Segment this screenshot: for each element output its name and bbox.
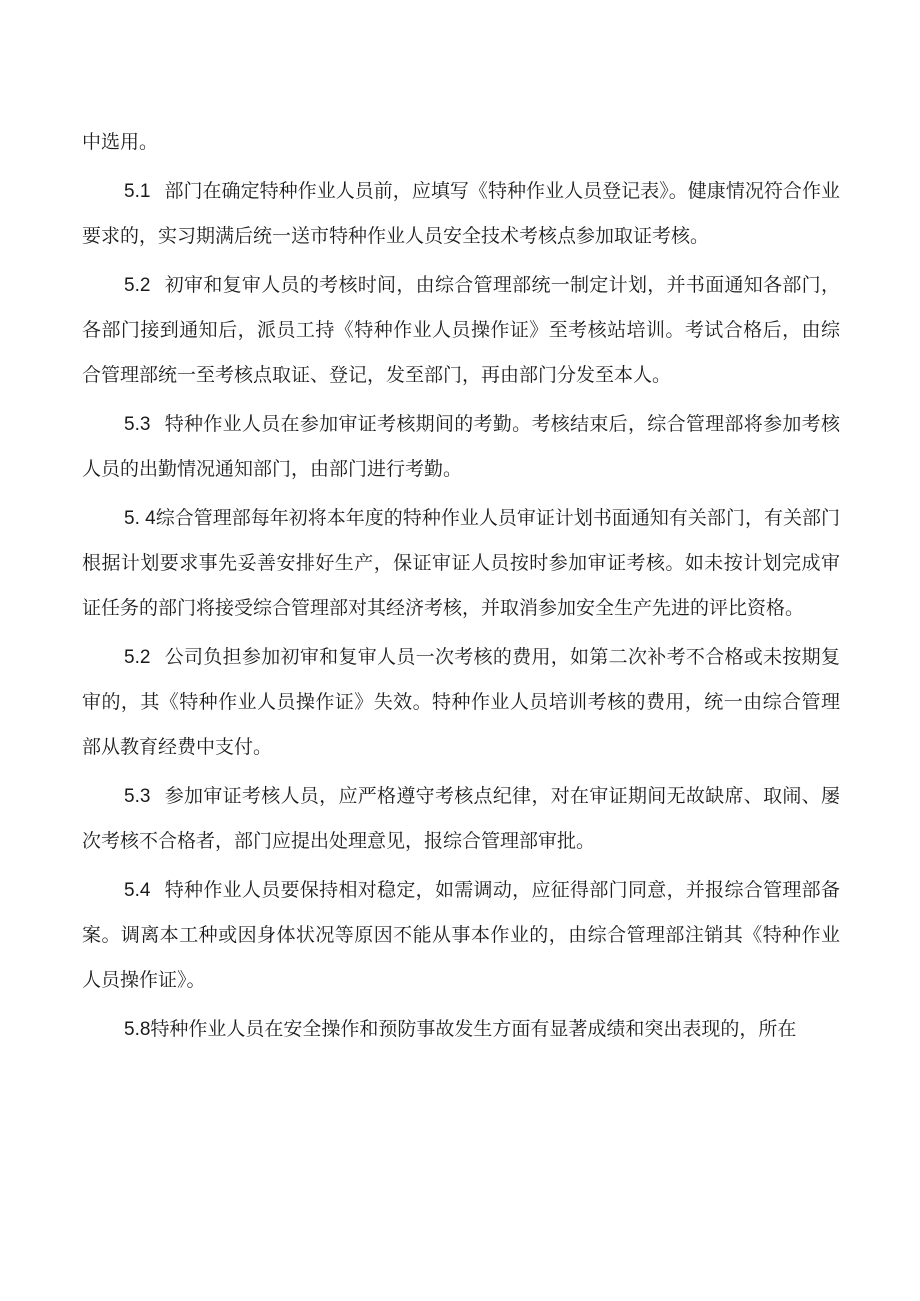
section-number: 5.4 (124, 880, 151, 901)
paragraph-text: 参加审证考核人员，应严格遵守考核点纪律，对在审证期间无故缺席、取闹、屡次考核不合格者，部门应提出处理意见，报综合管理部审批。 (82, 785, 840, 852)
paragraph-text: 公司负担参加初审和复审人员一次考核的费用，如第二次补考不合格或未按期复审的，其《特种作业人员操作证》失效。特种作业人员培训考核的费用，统一由综合管理部从教育经费中支付。 (82, 646, 840, 758)
section-number: 5.2 (124, 647, 151, 668)
paragraph-text: 中选用。 (82, 131, 159, 153)
paragraph-5-2-fees (82, 635, 840, 770)
section-number: 5. 4 (124, 508, 156, 529)
paragraph-text: 初审和复审人员的考核时间，由综合管理部统一制定计划，并书面通知各部门，各部门接到通知后，派员工持《特种作业人员操作证》至考核站培训。考试合格后，由综合管理部统一至考核点取证、登记，发至部门，再由部门分发至本人。 (82, 274, 840, 386)
paragraph-text: 部门在确定特种作业人员前，应填写《特种作业人员登记表》。健康情况符合作业要求的，实习期满后统一送市特种作业人员安全技术考核点参加取证考核。 (82, 180, 840, 247)
paragraph-5-3-discipline (82, 774, 840, 864)
section-number: 5.1 (124, 181, 151, 202)
paragraph-5-2 (82, 263, 840, 398)
paragraph-5-4 (82, 496, 840, 631)
paragraph-5-1 (82, 169, 840, 259)
section-number: 5.3 (124, 786, 151, 807)
paragraph-continuation (82, 120, 840, 165)
paragraph-text: 综合管理部每年初将本年度的特种作业人员审证计划书面通知有关部门，有关部门根据计划要求事先妥善安排好生产，保证审证人员按时参加审证考核。如未按计划完成审证任务的部门将接受综合管理部对其经济考核，并取消参加安全生产先进的评比资格。 (82, 507, 840, 619)
paragraph-text: 特种作业人员要保持相对稳定，如需调动，应征得部门同意，并报综合管理部备案。调离本工种或因身体状况等原因不能从事本作业的，由综合管理部注销其《特种作业人员操作证》。 (82, 879, 840, 991)
document-body (82, 120, 840, 1056)
section-number: 5.3 (124, 414, 151, 435)
section-number: 5.8 (124, 1019, 151, 1040)
paragraph-text: 特种作业人员在安全操作和预防事故发生方面有显著成绩和突出表现的，所在 (150, 1018, 797, 1040)
paragraph-5-8 (82, 1007, 840, 1052)
paragraph-text: 特种作业人员在参加审证考核期间的考勤。考核结束后，综合管理部将参加考核人员的出勤情况通知部门，由部门进行考勤。 (82, 413, 840, 480)
paragraph-5-3 (82, 402, 840, 492)
section-number: 5.2 (124, 275, 151, 296)
paragraph-5-4-stability (82, 868, 840, 1003)
